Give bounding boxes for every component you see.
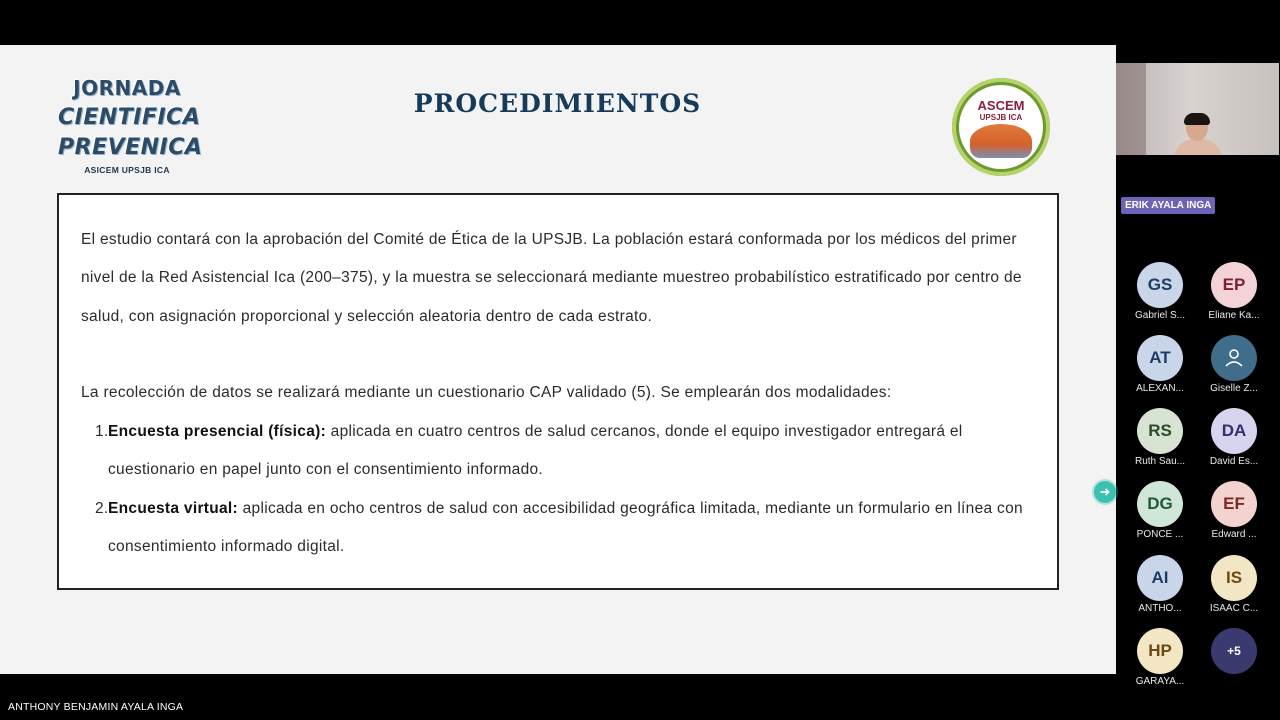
avatar: DA <box>1211 408 1257 454</box>
paragraph-ethics-population: El estudio contará con la aprobación del Comité de Ética de la UPSJB. La población estará conformada por los médicos del primer nivel de la Red Asistencial Ica (200–375), y la muestra se seleccionará mediante muestreo probabilístico estratificado por centro de salud, con asignación proporcional y selección aleatoria dentro de cada estrato. <box>81 231 1022 325</box>
shared-slide <box>0 45 1116 674</box>
participant-name: Gabriel S... <box>1134 310 1186 321</box>
participant-tile[interactable] <box>1130 335 1190 394</box>
paragraph-data-collection: La recolección de datos se realizará mediante un cuestionario CAP validado (5). Se emplearán dos modalidades: <box>81 384 892 401</box>
list-item-heading: Encuesta virtual: <box>108 499 239 517</box>
avatar: DG <box>1137 481 1183 527</box>
participant-name: ISAAC C... <box>1209 603 1259 614</box>
speaker-video-tile[interactable] <box>1116 63 1279 155</box>
slide-title: PROCEDIMIENTOS <box>413 89 702 118</box>
ascem-logo-text: ASCEM <box>977 98 1025 113</box>
participant-tile[interactable] <box>1130 555 1190 614</box>
list-item-text: aplicada en ocho centros de salud con accesibilidad geográfica limitada, mediante un formulario en línea con consentimiento informado digital. <box>108 499 1023 555</box>
participant-tile[interactable] <box>1204 335 1264 394</box>
procedure-content-box <box>57 193 1059 590</box>
avatar: EP <box>1211 262 1257 308</box>
participant-name: Giselle Z... <box>1210 383 1258 394</box>
logo-line-2: CIENTIFICA <box>58 105 201 130</box>
participant-tile[interactable] <box>1130 408 1190 467</box>
presenter-name-label: ANTHONY BENJAMIN AYALA INGA <box>8 701 184 713</box>
list-item-heading: Encuesta presencial (física): <box>108 423 327 440</box>
video-shadow <box>1116 63 1146 155</box>
list-item <box>81 413 1036 490</box>
speaker-hair <box>1184 113 1210 125</box>
participant-name: David Es... <box>1209 456 1259 467</box>
participant-name: Eliane Ka... <box>1208 310 1260 321</box>
participant-tile[interactable] <box>1130 481 1190 540</box>
participant-name: ALEXAN... <box>1136 383 1184 394</box>
list-number: 2. <box>95 499 109 517</box>
jornada-logo <box>58 73 203 175</box>
participant-tile[interactable] <box>1204 408 1264 467</box>
more-participants-button[interactable]: +5 <box>1211 628 1257 674</box>
modalities-list <box>81 413 1036 566</box>
speaker-name-tag: ERIK AYALA INGA <box>1121 197 1215 214</box>
ascem-logo-subtext: UPSJB ICA <box>979 113 1023 122</box>
avatar: RS <box>1137 408 1183 454</box>
participant-name: PONCE ... <box>1136 529 1184 540</box>
ascem-logo <box>952 78 1050 176</box>
avatar: AI <box>1137 555 1183 601</box>
list-number: 1. <box>95 423 109 440</box>
participant-name: ANTHO... <box>1138 603 1182 614</box>
list-item <box>81 490 1036 567</box>
avatar: AT <box>1137 335 1183 381</box>
logo-line-3: PREVENICA <box>58 135 203 160</box>
logo-subtitle: ASICEM UPSJB ICA <box>84 165 170 175</box>
participant-name: Ruth Sau... <box>1134 456 1186 467</box>
speaker-body <box>1174 139 1222 155</box>
participant-tile[interactable] <box>1130 262 1190 321</box>
avatar: GS <box>1137 262 1183 308</box>
list-item-text: aplicada en cuatro centros de salud cercanos, donde el equipo investigador entregará el cuestionario en papel junto con el consentimiento informado. <box>108 423 963 479</box>
avatar <box>1211 335 1257 381</box>
participant-tile[interactable] <box>1204 555 1264 614</box>
arrow-right-icon[interactable]: ➜ <box>1094 481 1116 503</box>
avatar: IS <box>1211 555 1257 601</box>
user-icon <box>1223 347 1245 369</box>
participant-name: GARAYA... <box>1135 676 1185 687</box>
participant-tile[interactable] <box>1130 628 1190 687</box>
participant-tile[interactable] <box>1204 481 1264 540</box>
logo-line-1: JORNADA <box>73 76 181 100</box>
participant-tile[interactable] <box>1204 262 1264 321</box>
participant-name: Edward ... <box>1211 529 1257 540</box>
logo-mountain-graphic <box>970 124 1032 158</box>
avatar: EF <box>1211 481 1257 527</box>
avatar: HP <box>1137 628 1183 674</box>
